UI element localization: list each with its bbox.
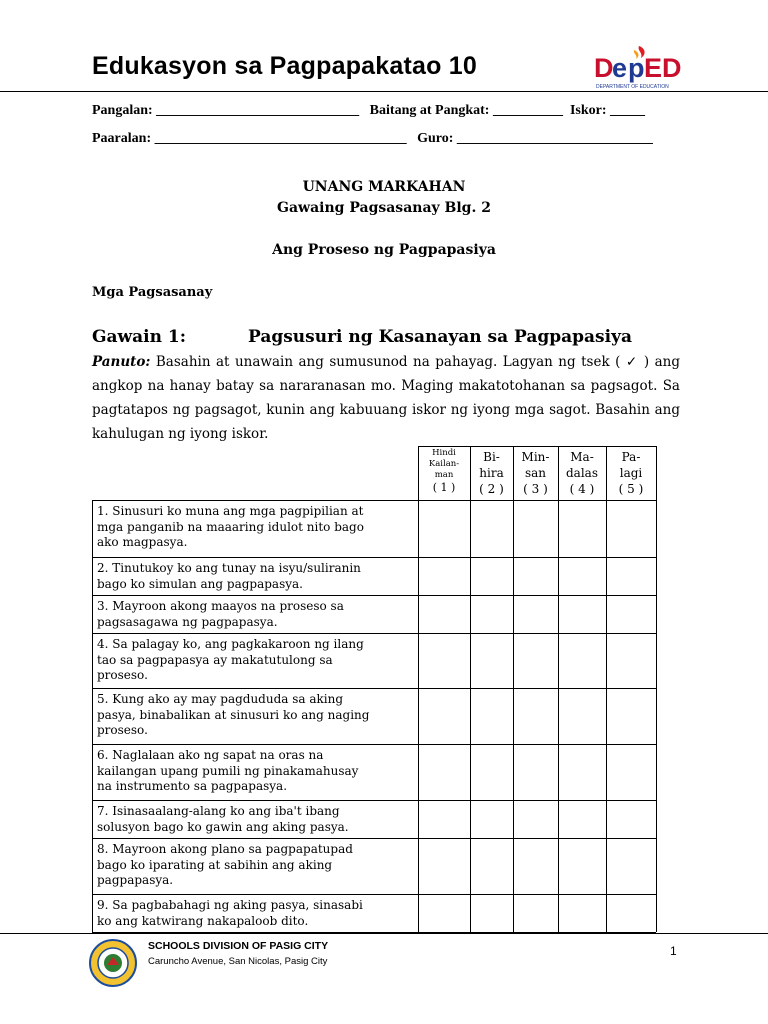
column-header-line: Bi- — [483, 450, 500, 464]
document-title: Edukasyon sa Pagpapakatao 10 — [92, 52, 477, 80]
statement-line: 4. Sa palagay ko, ang pagkakaroon ng ilang — [97, 637, 364, 651]
statement-line: 9. Sa pagbabahagi ng aking pasya, sinasabi — [97, 898, 363, 912]
statement-line: kailangan upang pumili ng pinakamahusay — [97, 763, 359, 778]
column-header-line: hira — [479, 466, 504, 480]
column-header-line: man — [434, 470, 454, 480]
division-name: SCHOOLS DIVISION OF PASIG CITY — [148, 940, 329, 952]
column-header-line: Min- — [521, 450, 550, 464]
statement-line: bago ko iparating at sabihin ang aking — [97, 857, 333, 872]
answer-cell[interactable] — [419, 895, 470, 932]
gawain-label: Gawain 1: — [92, 327, 187, 347]
answer-cell[interactable] — [514, 634, 558, 688]
statement-line: 7. Isinasaalang-alang ko ang iba't ibang — [97, 804, 340, 818]
answer-cell[interactable] — [559, 839, 606, 894]
statement-line: ko ang katwirang nakapaloob dito. — [97, 913, 309, 928]
statement-text — [97, 504, 412, 551]
statement-line: 1. Sinusuri ko muna ang mga pagpipilian at — [97, 504, 364, 518]
answer-cell[interactable] — [607, 689, 656, 744]
statement-line: pasya, binabalikan at sinusuri ko ang naging — [97, 707, 370, 722]
answer-cell[interactable] — [559, 634, 606, 688]
statement-text — [97, 804, 412, 835]
column-header-line: ( 3 ) — [523, 482, 548, 496]
statement-text — [97, 637, 412, 684]
panuto-label: Panuto: — [92, 354, 151, 370]
statement-line: bago ko simulan ang pagpapasya. — [97, 576, 303, 591]
answer-cell[interactable] — [471, 801, 513, 838]
table-header-top-border — [418, 446, 656, 447]
column-header — [558, 449, 606, 497]
answer-cell[interactable] — [559, 558, 606, 595]
answer-cell[interactable] — [419, 634, 470, 688]
answer-cell[interactable] — [419, 745, 470, 800]
quarter-heading: UNANG MARKAHAN — [302, 179, 466, 195]
topic-heading: Ang Proseso ng Pagpapasiya — [272, 242, 496, 258]
answer-cell[interactable] — [419, 501, 470, 557]
statement-line: 3. Mayroon akong maayos na proseso sa — [97, 599, 344, 613]
instructions — [92, 350, 680, 446]
column-header-line: ( 2 ) — [479, 482, 504, 496]
answer-cell[interactable] — [559, 596, 606, 633]
division-seal — [88, 938, 138, 988]
answer-cell[interactable] — [471, 689, 513, 744]
statement-text — [97, 898, 412, 929]
table-column-border — [92, 500, 93, 932]
column-header — [418, 448, 470, 494]
answer-cell[interactable] — [471, 839, 513, 894]
answer-cell[interactable] — [607, 501, 656, 557]
answer-cell[interactable] — [514, 596, 558, 633]
division-address: Caruncho Avenue, San Nicolas, Pasig City — [148, 956, 328, 967]
column-header — [606, 449, 656, 497]
deped-logo — [592, 40, 682, 90]
column-header-line: Hindi — [432, 448, 456, 458]
svg-text:p: p — [628, 53, 645, 83]
column-header-line: Pa- — [621, 450, 641, 464]
answer-cell[interactable] — [471, 895, 513, 932]
school-teacher-line[interactable]: Paaralan: ____________________________________ Guro: ____________________________ — [92, 131, 653, 146]
answer-cell[interactable] — [514, 839, 558, 894]
statement-text — [97, 561, 412, 592]
statement-line: proseso. — [97, 723, 148, 737]
answer-cell[interactable] — [514, 689, 558, 744]
answer-cell[interactable] — [607, 745, 656, 800]
page-number: 1 — [670, 944, 677, 958]
column-header — [513, 449, 558, 497]
answer-cell[interactable] — [514, 501, 558, 557]
svg-text:ED: ED — [644, 53, 682, 83]
svg-text:D: D — [594, 53, 614, 83]
answer-cell[interactable] — [471, 501, 513, 557]
statement-line: proseso. — [97, 668, 148, 682]
panuto-text: Basahin at unawain ang sumusunod na pahayag. Lagyan ng tsek ( ✓ ) ang angkop na hanay batay sa nararanasan mo. Maging makatotohanan sa pagsagot. Sa pagtatapos ng pagsagot, kunin ang kabuuang iskor ng iyong mga sagot. Basahin ang kahulugan ng iyong iskor. — [92, 354, 680, 442]
answer-cell[interactable] — [471, 745, 513, 800]
header-divider — [0, 91, 768, 92]
gawain-title: Pagsusuri ng Kasanayan sa Pagpapasiya — [248, 327, 632, 347]
statement-line: 6. Naglalaan ako ng sapat na oras na — [97, 748, 324, 762]
answer-cell[interactable] — [559, 895, 606, 932]
answer-cell[interactable] — [419, 596, 470, 633]
statement-line: 5. Kung ako ay may pagdududa sa aking — [97, 692, 344, 706]
answer-cell[interactable] — [471, 634, 513, 688]
column-header — [470, 449, 513, 497]
statement-line: na instrumento sa pagpapasya. — [97, 779, 288, 793]
footer-divider — [0, 933, 768, 934]
column-header-line: ( 1 ) — [432, 481, 456, 494]
answer-cell[interactable] — [559, 745, 606, 800]
statement-line: tao sa pagpapasya ay makatutulong sa — [97, 652, 333, 667]
answer-cell[interactable] — [607, 596, 656, 633]
statement-text — [97, 599, 412, 630]
activity-heading: Gawaing Pagsasanay Blg. 2 — [277, 200, 491, 216]
answer-cell[interactable] — [514, 745, 558, 800]
answer-cell[interactable] — [419, 689, 470, 744]
answer-cell[interactable] — [514, 895, 558, 932]
answer-cell[interactable] — [607, 801, 656, 838]
statement-line: pagpapasya. — [97, 873, 174, 887]
statement-line: 8. Mayroon akong plano sa pagpapatupad — [97, 842, 353, 856]
section-heading: Mga Pagsasanay — [92, 285, 213, 300]
column-header-line: ( 4 ) — [569, 482, 595, 496]
column-header-line: Ma- — [570, 450, 594, 464]
statement-line: ako magpasya. — [97, 535, 188, 549]
column-header-line: ( 5 ) — [618, 482, 644, 496]
statement-text — [97, 692, 412, 739]
answer-cell[interactable] — [471, 558, 513, 595]
svg-text:DEPARTMENT OF EDUCATION: DEPARTMENT OF EDUCATION — [596, 84, 669, 90]
name-grade-score-line[interactable]: Pangalan: _____________________________ Baitang at Pangkat: __________ Iskor: _____ — [92, 103, 646, 118]
statement-line: solusyon bago ko gawin ang aking pasya. — [97, 819, 349, 834]
statement-text — [97, 748, 412, 795]
answer-cell[interactable] — [607, 895, 656, 932]
table-column-border — [656, 446, 657, 932]
statement-line: mga panganib na maaaring idulot nito bago — [97, 519, 364, 534]
answer-cell[interactable] — [559, 689, 606, 744]
answer-cell[interactable] — [419, 839, 470, 894]
answer-cell[interactable] — [514, 558, 558, 595]
answer-cell[interactable] — [559, 501, 606, 557]
answer-cell[interactable] — [607, 634, 656, 688]
answer-cell[interactable] — [419, 801, 470, 838]
answer-cell[interactable] — [419, 558, 470, 595]
answer-cell[interactable] — [607, 558, 656, 595]
column-header-line: dalas — [566, 466, 598, 480]
answer-cell[interactable] — [559, 801, 606, 838]
column-header-line: Kailan- — [428, 459, 460, 469]
column-header-line: san — [524, 466, 547, 480]
answer-cell[interactable] — [471, 596, 513, 633]
statement-line: 2. Tinutukoy ko ang tunay na isyu/suliranin — [97, 561, 361, 575]
answer-cell[interactable] — [607, 839, 656, 894]
statement-text — [97, 842, 412, 889]
answer-cell[interactable] — [514, 801, 558, 838]
column-header-line: lagi — [619, 466, 643, 480]
svg-text:e: e — [612, 53, 628, 83]
statement-line: pagsasagawa ng pagpapasya. — [97, 614, 278, 629]
